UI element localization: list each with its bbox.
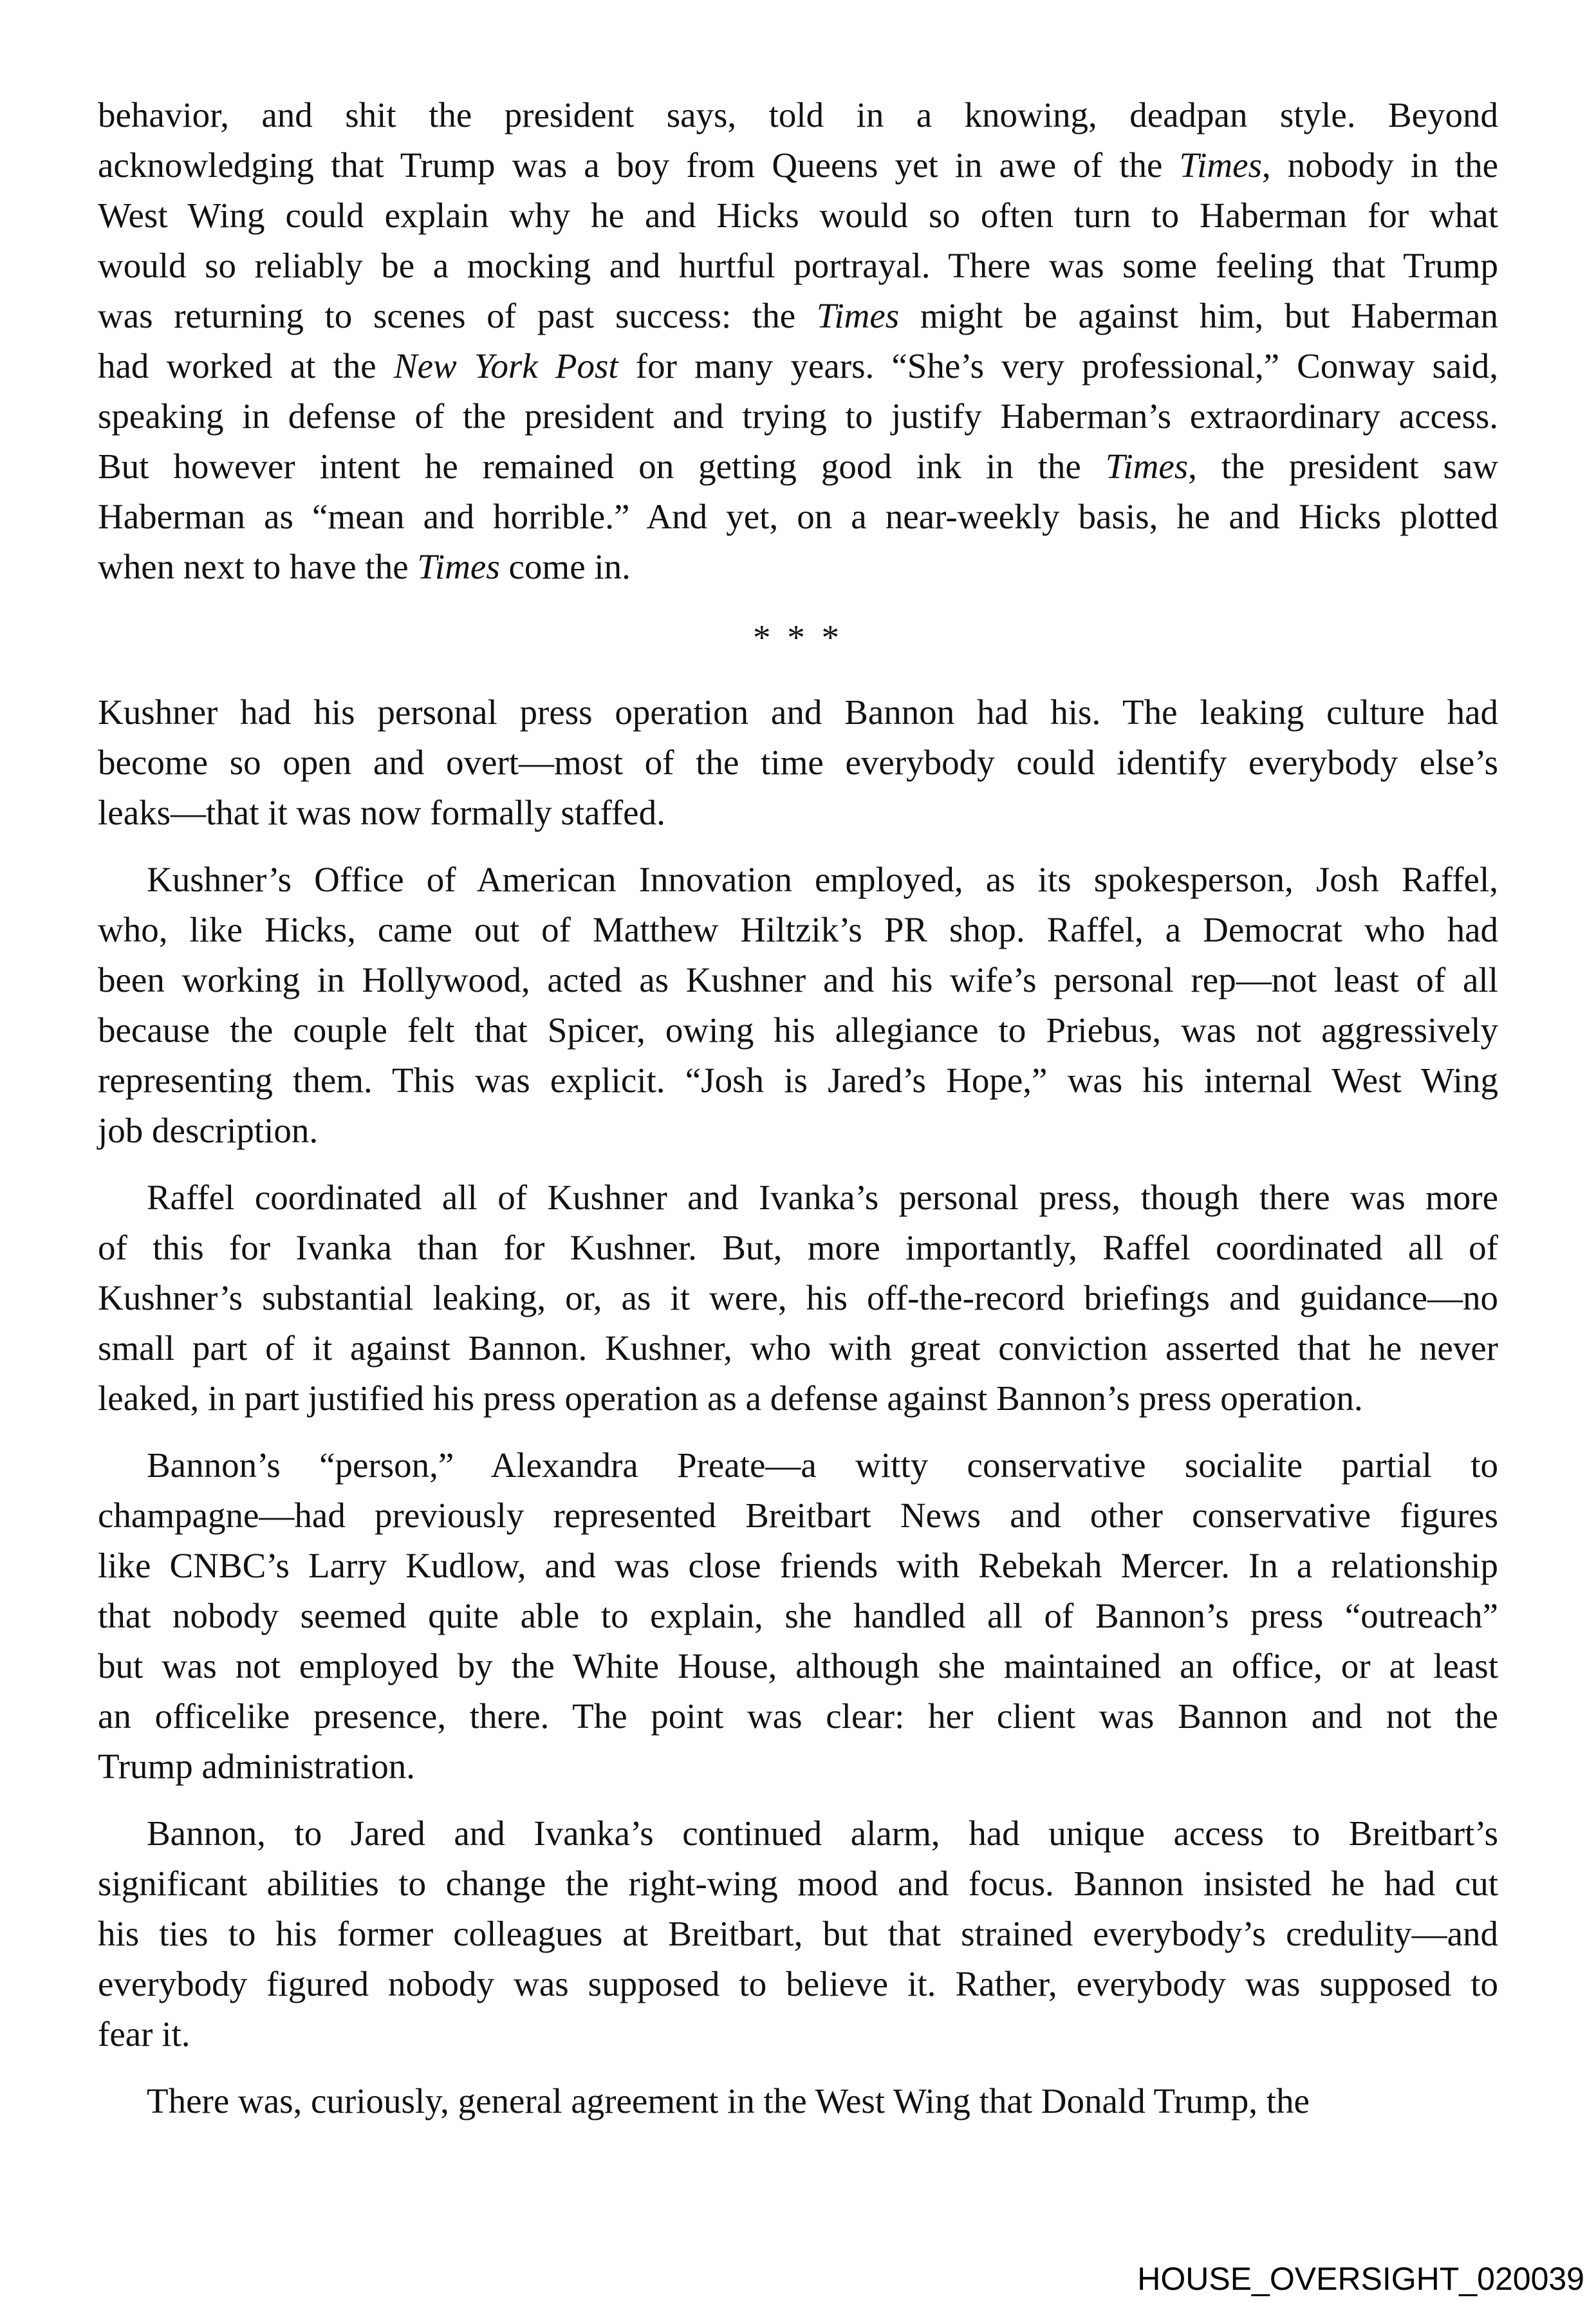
text-line: because the couple felt that Spicer, owing his allegiance to Priebus, was not aggressively bbox=[98, 1010, 1498, 1050]
section-separator: * * * bbox=[753, 618, 843, 657]
italic-title: New York Post bbox=[393, 346, 618, 385]
text-line: who, like Hicks, came out of Matthew Hiltzik’s PR shop. Raffel, a Democrat who had bbox=[98, 910, 1498, 949]
text-line: of this for Ivanka than for Kushner. But, more importantly, Raffel coordinated all of bbox=[98, 1228, 1498, 1267]
text-run: when next to have the bbox=[98, 547, 418, 586]
text-run: But however intent he remained on getting good ink in the bbox=[98, 447, 1106, 486]
text-line: Kushner’s substantial leaking, or, as it were, his off-the-record briefings and guidance—no bbox=[98, 1278, 1498, 1317]
paragraph-continued bbox=[98, 90, 1498, 592]
text-line bbox=[98, 140, 1498, 190]
body-text bbox=[98, 687, 1498, 2126]
paragraph bbox=[98, 855, 1498, 1156]
text-line: significant abilities to change the right-wing mood and focus. Bannon insisted he had cut bbox=[98, 1864, 1498, 1903]
text-line: but was not employed by the White House, although she maintained an office, or at least bbox=[98, 1646, 1498, 1685]
bates-number: HOUSE_OVERSIGHT_020039 bbox=[1137, 2261, 1584, 2297]
text-line bbox=[98, 341, 1498, 391]
text-line: Kushner’s Office of American Innovation employed, as its spokesperson, Josh Raffel, bbox=[147, 860, 1498, 899]
text-line: leaks—that it was now formally staffed. bbox=[98, 793, 665, 832]
text-line bbox=[98, 441, 1498, 492]
text-line bbox=[98, 190, 1498, 241]
text-line: representing them. This was explicit. “Josh is Jared’s Hope,” was his internal West Wing bbox=[98, 1061, 1498, 1100]
text-line: There was, curiously, general agreement in the West Wing that Donald Trump, the bbox=[147, 2081, 1310, 2121]
paragraph bbox=[98, 1173, 1498, 1424]
italic-title: Times bbox=[1179, 145, 1262, 185]
text-line bbox=[98, 241, 1498, 291]
text-line: small part of it against Bannon. Kushner, who with great conviction asserted that he never bbox=[98, 1328, 1498, 1368]
text-line bbox=[98, 291, 1498, 341]
paragraph bbox=[98, 2076, 1498, 2126]
text-line: Bannon, to Jared and Ivanka’s continued alarm, had unique access to Breitbart’s bbox=[147, 1814, 1498, 1853]
text-run: , nobody in the bbox=[1261, 145, 1498, 185]
text-line bbox=[98, 492, 1498, 542]
text-line: leaked, in part justified his press operation as a defense against Bannon’s press operation. bbox=[98, 1378, 1363, 1418]
document-page bbox=[98, 90, 1498, 2143]
text-line: like CNBC’s Larry Kudlow, and was close friends with Rebekah Mercer. In a relationship bbox=[98, 1546, 1498, 1585]
text-run: would so reliably be a mocking and hurtful portrayal. There was some feeling that Trump bbox=[98, 246, 1498, 285]
text-run: acknowledging that Trump was a boy from Queens yet in awe of the bbox=[98, 145, 1180, 185]
text-line: his ties to his former colleagues at Breitbart, but that strained everybody’s credulity—and bbox=[98, 1914, 1498, 1953]
text-run: speaking in defense of the president and trying to justify Haberman’s extraordinary access. bbox=[98, 396, 1498, 436]
text-line: become so open and overt—most of the time everybody could identify everybody else’s bbox=[98, 743, 1498, 782]
text-line: Raffel coordinated all of Kushner and Ivanka’s personal press, though there was more bbox=[147, 1178, 1498, 1217]
italic-title: Times bbox=[417, 547, 500, 586]
text-run: had worked at the bbox=[98, 346, 394, 385]
text-line: an officelike presence, there. The point was clear: her client was Bannon and not the bbox=[98, 1696, 1498, 1736]
text-line: job description. bbox=[98, 1111, 319, 1150]
text-run: , the president saw bbox=[1188, 447, 1498, 486]
text-run: for many years. “She’s very professional,” Conway said, bbox=[618, 346, 1499, 385]
text-run: might be against him, but Haberman bbox=[899, 296, 1499, 335]
text-line: been working in Hollywood, acted as Kushner and his wife’s personal rep—not least of all bbox=[98, 960, 1498, 999]
italic-title: Times bbox=[1105, 447, 1189, 486]
text-run: West Wing could explain why he and Hicks would so often turn to Haberman for what bbox=[98, 196, 1498, 235]
text-line: Bannon’s “person,” Alexandra Preate—a witty conservative socialite partial to bbox=[147, 1445, 1498, 1485]
text-line: fear it. bbox=[98, 2014, 190, 2054]
text-line bbox=[98, 542, 1498, 592]
text-line bbox=[98, 90, 1498, 140]
text-run: was returning to scenes of past success: the bbox=[98, 296, 817, 335]
text-line: that nobody seemed quite able to explain, she handled all of Bannon’s press “outreach” bbox=[98, 1596, 1498, 1635]
text-line bbox=[98, 391, 1498, 441]
text-line: Trump administration. bbox=[98, 1747, 415, 1786]
text-line: champagne—had previously represented Breitbart News and other conservative figures bbox=[98, 1496, 1498, 1535]
text-run: come in. bbox=[499, 547, 631, 586]
paragraph bbox=[98, 687, 1498, 838]
text-line: everybody figured nobody was supposed to believe it. Rather, everybody was supposed to bbox=[98, 1964, 1498, 2003]
italic-title: Times bbox=[816, 296, 900, 335]
paragraph bbox=[98, 1440, 1498, 1792]
text-line: Kushner had his personal press operation and Bannon had his. The leaking culture had bbox=[98, 692, 1498, 732]
text-run: behavior, and shit the president says, told in a knowing, deadpan style. Beyond bbox=[98, 95, 1498, 135]
paragraph bbox=[98, 1808, 1498, 2059]
text-run: Haberman as “mean and horrible.” And yet, on a near-weekly basis, he and Hicks plotted bbox=[98, 497, 1498, 536]
